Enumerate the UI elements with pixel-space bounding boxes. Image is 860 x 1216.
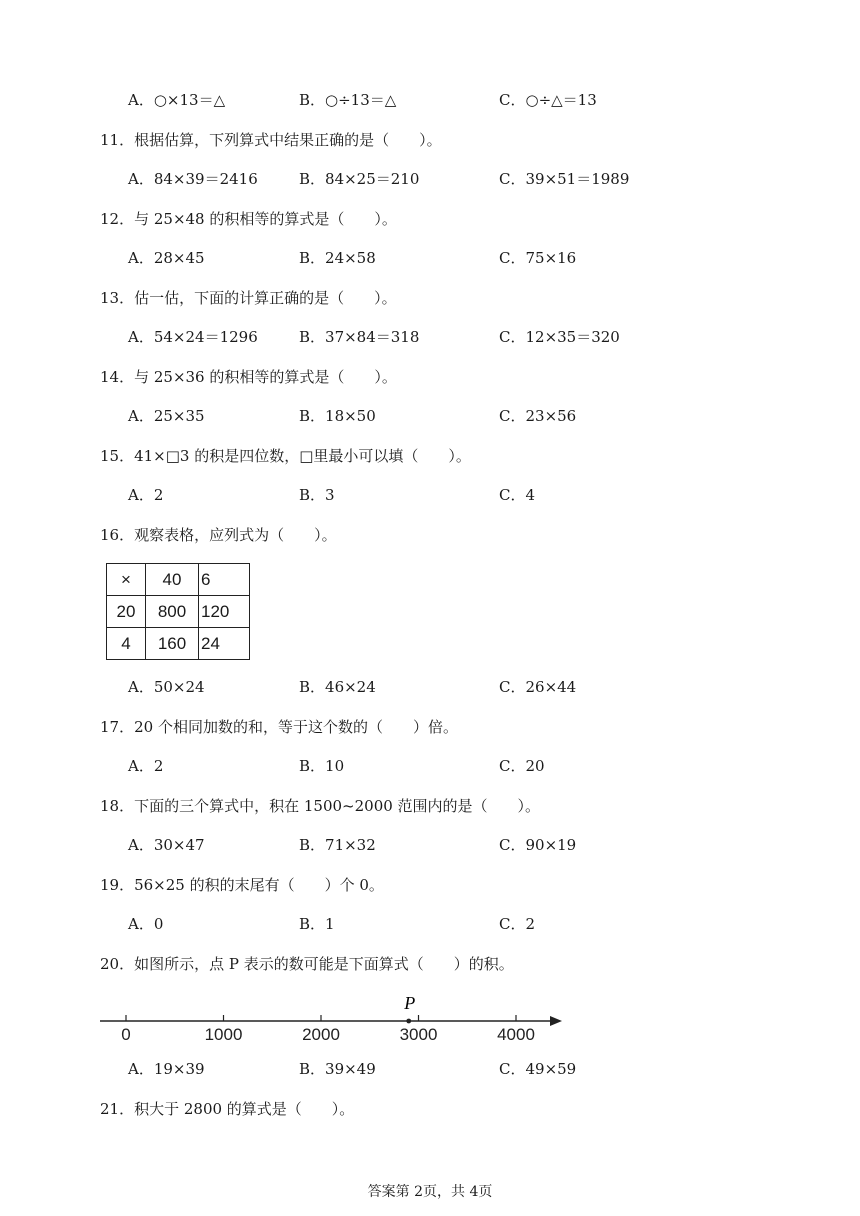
option-a[interactable]: A．84×39＝2416 <box>128 170 258 188</box>
question-stem <box>100 716 458 737</box>
option-b[interactable]: B．46×24 <box>299 678 376 696</box>
question-text: 41×□3 的积是四位数，□里最小可以填（ ）。 <box>134 447 471 465</box>
question-text: 与 25×36 的积相等的算式是（ ）。 <box>134 368 397 386</box>
question-stem <box>100 953 514 974</box>
option-c[interactable]: C．2 <box>499 915 536 933</box>
question-text: 下面的三个算式中，积在 1500~2000 范围内的是（ ）。 <box>134 797 541 815</box>
question-text: 根据估算，下列算式中结果正确的是（ ）。 <box>134 131 442 149</box>
option-c[interactable]: C．12×35＝320 <box>499 328 620 346</box>
table-cell: 20 <box>107 596 146 628</box>
option-c[interactable]: C．26×44 <box>499 678 577 696</box>
question-text: 估一估，下面的计算正确的是（ ）。 <box>134 289 397 307</box>
question-stem <box>100 129 442 150</box>
point-p-dot <box>406 1019 411 1024</box>
option-c[interactable]: C．90×19 <box>499 836 577 854</box>
option-a[interactable]: A．2 <box>128 757 164 775</box>
options-row <box>0 89 860 111</box>
option-b[interactable]: B．84×25＝210 <box>299 170 420 188</box>
option-c[interactable]: C．20 <box>499 757 545 775</box>
option-a[interactable]: A．○×13＝△ <box>128 91 226 109</box>
option-c[interactable]: C．75×16 <box>499 249 577 267</box>
question-number: 16． <box>100 526 135 544</box>
number-line <box>96 988 566 1050</box>
question-text: 20 个相同加数的和，等于这个数的（ ）倍。 <box>134 718 458 736</box>
question-stem <box>100 795 540 816</box>
number-line-tick-label: 4000 <box>497 1025 535 1044</box>
table-cell: 120 <box>199 596 250 628</box>
options-row <box>0 834 860 856</box>
question-number: 18． <box>100 797 135 815</box>
question-text: 如图所示，点 P 表示的数可能是下面算式（ ）的积。 <box>134 955 514 973</box>
table-row <box>107 628 250 660</box>
question-text: 观察表格，应列式为（ ）。 <box>134 526 337 544</box>
option-b[interactable]: B．24×58 <box>299 249 376 267</box>
option-a[interactable]: A．0 <box>128 915 164 933</box>
multiplication-table <box>106 563 250 660</box>
option-c[interactable]: C．23×56 <box>499 407 577 425</box>
number-line-ticks <box>121 1015 535 1044</box>
question-text: 与 25×48 的积相等的算式是（ ）。 <box>134 210 397 228</box>
option-a[interactable]: A．25×35 <box>128 407 205 425</box>
table-row <box>107 596 250 628</box>
question-number: 13． <box>100 289 135 307</box>
number-line-tick-label: 3000 <box>399 1025 438 1044</box>
option-b[interactable]: B．39×49 <box>299 1060 376 1078</box>
question-number: 19． <box>100 876 135 894</box>
number-line-tick-label: 0 <box>121 1025 131 1044</box>
page-footer: 答案第 2页，共 4页 <box>367 1184 493 1200</box>
question-stem <box>100 1098 354 1119</box>
option-a[interactable]: A．19×39 <box>128 1060 205 1078</box>
option-b[interactable]: B．71×32 <box>299 836 376 854</box>
table-row <box>107 564 250 596</box>
question-stem <box>100 874 384 895</box>
question-text: 56×25 的积的末尾有（ ）个 0。 <box>134 876 384 894</box>
option-b[interactable]: B．10 <box>299 757 345 775</box>
option-c[interactable]: C．39×51＝1989 <box>499 170 630 188</box>
question-text: 积大于 2800 的算式是（ ）。 <box>134 1100 355 1118</box>
table-cell: × <box>107 564 146 596</box>
table-cell: 6 <box>199 564 250 596</box>
number-line-tick-label: 1000 <box>204 1025 243 1044</box>
option-a[interactable]: A．54×24＝1296 <box>128 328 258 346</box>
table-cell: 4 <box>107 628 146 660</box>
option-a[interactable]: A．50×24 <box>128 678 205 696</box>
options-row <box>0 484 860 506</box>
option-c[interactable]: C．○÷△＝13 <box>499 91 597 109</box>
option-b[interactable]: B．37×84＝318 <box>299 328 420 346</box>
table-cell: 800 <box>146 596 199 628</box>
number-line-arrow <box>550 1016 562 1026</box>
table-cell: 24 <box>199 628 250 660</box>
options-row <box>0 247 860 269</box>
question-stem <box>100 524 337 545</box>
option-b[interactable]: B．○÷13＝△ <box>299 91 397 109</box>
question-stem <box>100 208 397 229</box>
options-row <box>0 405 860 427</box>
options-row <box>0 326 860 348</box>
question-number: 11． <box>100 131 135 149</box>
option-b[interactable]: B．1 <box>299 915 335 933</box>
option-c[interactable]: C．49×59 <box>499 1060 577 1078</box>
options-row <box>0 676 860 698</box>
options-row <box>0 913 860 935</box>
question-number: 15． <box>100 447 135 465</box>
question-number: 20． <box>100 955 135 973</box>
table-cell: 40 <box>146 564 199 596</box>
point-p-label: P <box>404 993 416 1013</box>
options-row <box>0 1058 860 1080</box>
options-row <box>0 755 860 777</box>
question-number: 12． <box>100 210 135 228</box>
option-a[interactable]: A．30×47 <box>128 836 205 854</box>
options-row <box>0 168 860 190</box>
question-stem <box>100 287 397 308</box>
question-number: 17． <box>100 718 135 736</box>
table-cell: 160 <box>146 628 199 660</box>
question-stem <box>100 366 397 387</box>
question-stem <box>100 445 471 466</box>
option-a[interactable]: A．2 <box>128 486 164 504</box>
question-number: 14． <box>100 368 135 386</box>
number-line-tick-label: 2000 <box>302 1025 340 1044</box>
option-c[interactable]: C．4 <box>499 486 536 504</box>
option-b[interactable]: B．18×50 <box>299 407 376 425</box>
option-a[interactable]: A．28×45 <box>128 249 205 267</box>
option-b[interactable]: B．3 <box>299 486 335 504</box>
question-number: 21． <box>100 1100 135 1118</box>
